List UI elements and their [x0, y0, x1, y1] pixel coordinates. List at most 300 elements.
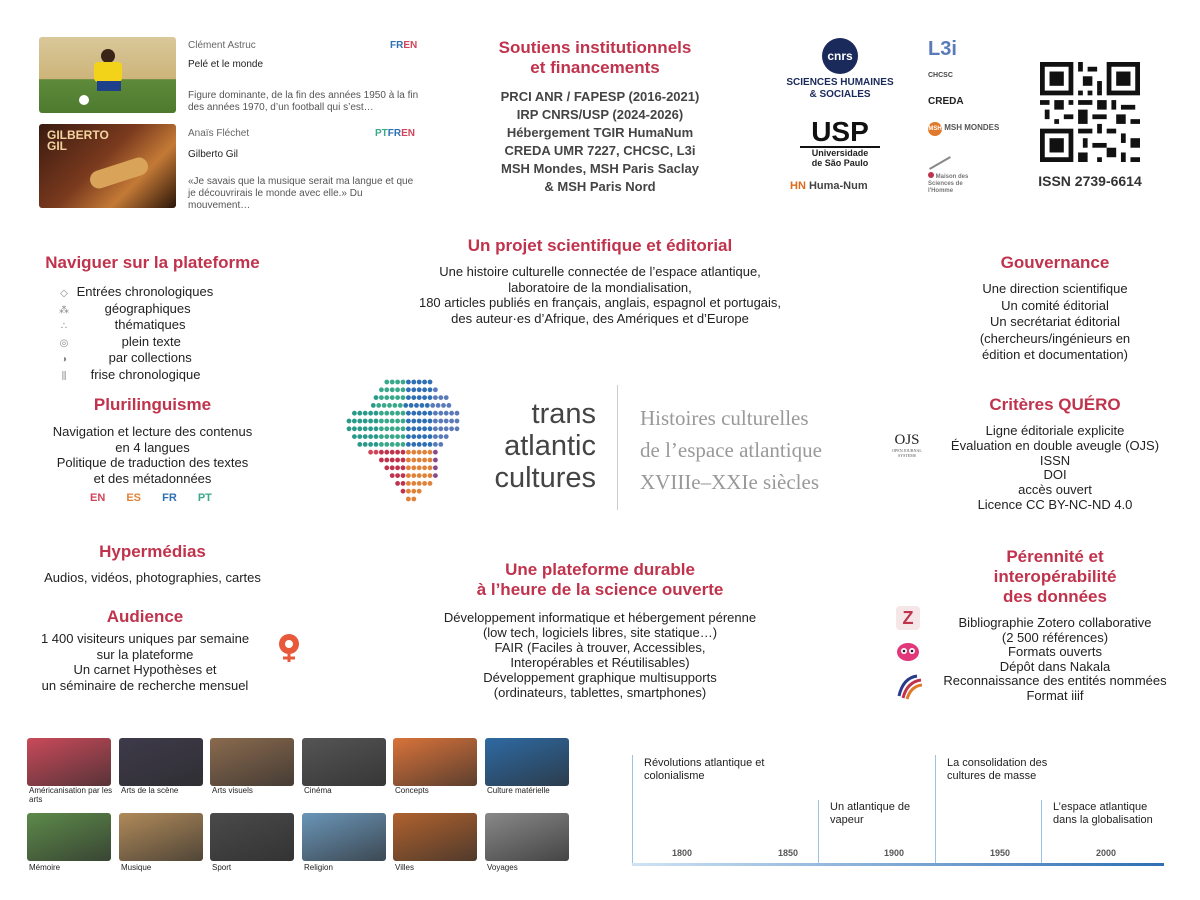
- brand-sub-line: de l’espace atlantique: [640, 438, 822, 462]
- map-dot: [441, 403, 446, 408]
- usp-sub: de São Paulo: [811, 158, 869, 168]
- perennite-line: Bibliographie Zotero collaborative: [958, 615, 1152, 630]
- map-dot: [401, 489, 406, 494]
- map-dot: [406, 387, 411, 392]
- lang-fr[interactable]: FR: [162, 492, 177, 504]
- qr-code[interactable]: [1040, 62, 1140, 162]
- brand-line: trans: [531, 398, 596, 430]
- map-dot: [401, 458, 406, 463]
- map-dot: [433, 458, 438, 463]
- naviguer-item-label: Entrées chronologiques: [76, 284, 214, 299]
- map-dot: [363, 434, 368, 439]
- map-dot: [352, 426, 357, 431]
- soutiens-list: [460, 88, 740, 196]
- map-dot: [401, 419, 406, 424]
- naviguer-item-label: frise chronologique: [90, 366, 201, 382]
- collection-icon: ◑: [60, 354, 68, 365]
- brand-wordmark: [478, 398, 596, 494]
- map-dot: [357, 411, 362, 416]
- map-dot: [382, 403, 387, 408]
- audience-text: [20, 631, 270, 693]
- category-thumbnail[interactable]: [27, 813, 111, 861]
- map-dot: [379, 395, 384, 400]
- timeline-divider: [935, 755, 936, 865]
- map-dot: [422, 450, 427, 455]
- map-dot: [411, 497, 416, 502]
- category-label[interactable]: Américanisation par les arts: [29, 786, 113, 804]
- audience-line: 1 400 visiteurs uniques par semaine: [40, 631, 250, 646]
- map-dot: [384, 380, 389, 385]
- category-thumbnail[interactable]: [302, 738, 386, 786]
- naviguer-item-label: plein texte: [121, 333, 181, 349]
- map-dot: [428, 458, 433, 463]
- timeline-axis: [632, 863, 1164, 866]
- map-dot: [406, 489, 411, 494]
- projet-line: 180 articles publiés en français, anglais, espagnol et portugais,: [418, 295, 782, 310]
- ojs-logo[interactable]: [890, 433, 924, 458]
- naviguer-item[interactable]: [55, 285, 255, 302]
- map-dot: [347, 419, 352, 424]
- map-dot: [384, 458, 389, 463]
- cnrs-logo[interactable]: [775, 38, 905, 101]
- perennite-line: Formats ouverts: [1008, 644, 1102, 660]
- map-dot: [395, 450, 400, 455]
- map-dot: [417, 419, 422, 424]
- map-dot: [417, 458, 422, 463]
- map-dot: [398, 403, 403, 408]
- map-dot: [444, 419, 449, 424]
- map-dot: [438, 419, 443, 424]
- l3i-logo[interactable]: L3i: [928, 38, 957, 60]
- category-thumbnail[interactable]: [119, 738, 203, 786]
- map-dot: [422, 419, 427, 424]
- naviguer-title: Naviguer sur la plateforme: [45, 253, 260, 272]
- category-label[interactable]: Cinéma: [304, 786, 332, 795]
- perennite-line: Dépôt dans Nakala: [999, 658, 1111, 674]
- soutiens-line: MSH Mondes, MSH Paris Saclay: [501, 161, 699, 176]
- category-label[interactable]: Voyages: [487, 863, 518, 872]
- map-dot: [374, 426, 379, 431]
- map-dot: [368, 434, 373, 439]
- map-dot: [390, 426, 395, 431]
- map-dot: [357, 419, 362, 424]
- soutiens-line: PRCI ANR / FAPESP (2016-2021): [500, 89, 700, 104]
- usp-sub: Universidade: [811, 148, 869, 158]
- map-dot: [411, 442, 416, 447]
- ojs-mark: OJS: [894, 432, 920, 448]
- map-dot: [390, 473, 395, 478]
- perennite-title: [950, 547, 1160, 607]
- plateforme-line: (ordinateurs, tablettes, smartphones): [493, 685, 707, 700]
- gouvernance-line: (chercheurs/ingénieurs en: [979, 330, 1131, 346]
- card-1-author: Clément Astruc: [188, 40, 256, 51]
- map-dot: [363, 426, 368, 431]
- map-dot: [379, 434, 384, 439]
- map-dot: [401, 411, 406, 416]
- naviguer-list: [55, 285, 255, 384]
- map-dot: [387, 403, 392, 408]
- quero-line: ISSN: [1039, 452, 1071, 468]
- card-2-thumbnail[interactable]: GILBERTO GIL: [39, 124, 176, 208]
- map-dot: [390, 442, 395, 447]
- timeline-tick: 1950: [990, 848, 1011, 858]
- soutiens-line: CREDA UMR 7227, CHCSC, L3i: [504, 143, 696, 158]
- map-dot: [379, 411, 384, 416]
- category-label[interactable]: Arts visuels: [212, 786, 253, 795]
- named-entities-icon-graphic: [895, 672, 923, 700]
- quero-line: Licence CC BY-NC-ND 4.0: [977, 496, 1133, 512]
- map-icon: ⁂: [59, 304, 69, 316]
- map-dot: [428, 426, 433, 431]
- map-dot: [433, 387, 438, 392]
- plateforme-title-line: Une plateforme durable: [505, 560, 695, 579]
- map-dot: [411, 411, 416, 416]
- category-label[interactable]: Mémoire: [29, 863, 61, 872]
- humanum-logo[interactable]: HN Huma-Num: [790, 180, 868, 192]
- map-dot: [401, 426, 406, 431]
- map-dot: [428, 442, 433, 447]
- projet-line: des auteur·es d’Afrique, des Amériques et d’Europe: [451, 310, 749, 326]
- timeline-tick: 1850: [778, 848, 799, 858]
- plurilinguisme-line: Politique de traduction des textes: [56, 455, 249, 470]
- category-thumbnail[interactable]: [393, 738, 477, 786]
- naviguer-item-label: thématiques: [114, 317, 186, 332]
- cnrs-sub: SCIENCES HUMAINES: [786, 77, 894, 88]
- map-dot: [449, 426, 454, 431]
- map-dot: [428, 481, 433, 486]
- gouvernance-line: Un secrétariat éditorial: [989, 314, 1121, 329]
- category-label[interactable]: Sport: [212, 863, 232, 872]
- msh-paris-saclay-logo[interactable]: [928, 172, 988, 195]
- map-dot: [447, 403, 452, 408]
- map-dot: [438, 434, 443, 439]
- map-dot: [438, 426, 443, 431]
- category-label[interactable]: Arts de la scène: [121, 786, 179, 795]
- map-dot: [357, 434, 362, 439]
- map-dot: [403, 403, 408, 408]
- plateforme-title-line: à l’heure de la science ouverte: [476, 580, 724, 599]
- brand-line: cultures: [494, 462, 596, 494]
- map-dot: [422, 465, 427, 470]
- plateforme-line: FAIR (Faciles à trouver, Accessibles,: [494, 640, 706, 655]
- transatlantic-map-logo: [345, 378, 470, 513]
- category-thumbnail[interactable]: [485, 813, 569, 861]
- map-dot: [428, 450, 433, 455]
- map-dot: [417, 380, 422, 385]
- perennite-line: (2 500 références): [1001, 629, 1109, 645]
- audience-line: sur la plateforme: [96, 646, 194, 662]
- map-dot: [384, 395, 389, 400]
- map-dot: [428, 419, 433, 424]
- lang-en[interactable]: EN: [90, 492, 106, 504]
- brand-line: atlantic: [504, 430, 596, 462]
- hypermedias-text: Audios, vidéos, photographies, cartes: [44, 570, 261, 585]
- timeline-period[interactable]: L’espace atlantique dans la globalisation: [1053, 801, 1153, 826]
- map-dot: [379, 387, 384, 392]
- map-dot: [352, 419, 357, 424]
- card-2-langs: PTFREN: [375, 128, 416, 139]
- map-dot: [363, 411, 368, 416]
- nakala-icon-graphic: [895, 640, 921, 662]
- map-dot: [390, 450, 395, 455]
- map-dot: [395, 426, 400, 431]
- map-dot: [352, 434, 357, 439]
- map-dot: [347, 426, 352, 431]
- chcsc-logo[interactable]: CHCSC: [928, 72, 953, 79]
- map-dot: [395, 465, 400, 470]
- map-dot: [433, 434, 438, 439]
- map-dot: [379, 426, 384, 431]
- language-badges: [90, 492, 212, 504]
- msh-paris-nord-logo[interactable]: [928, 148, 974, 164]
- map-dot: [406, 442, 411, 447]
- lang-es[interactable]: ES: [126, 492, 142, 504]
- category-label[interactable]: Villes: [395, 863, 414, 872]
- map-dot: [395, 442, 400, 447]
- gouvernance-line: Une direction scientifique: [982, 281, 1128, 296]
- naviguer-item[interactable]: [55, 302, 255, 319]
- soutiens-title: [470, 38, 720, 78]
- map-dot: [422, 380, 427, 385]
- map-dot: [395, 395, 400, 400]
- gouvernance-line: édition et documentation): [982, 347, 1128, 362]
- map-dot: [363, 442, 368, 447]
- map-dot: [384, 387, 389, 392]
- map-dot: [411, 426, 416, 431]
- map-dot: [406, 395, 411, 400]
- map-dot: [417, 411, 422, 416]
- nakala-icon[interactable]: [895, 640, 921, 662]
- hypotheses-icon-graphic: [275, 632, 303, 664]
- map-dot: [433, 442, 438, 447]
- map-dot: [428, 395, 433, 400]
- plateforme-title: [420, 560, 780, 600]
- category-thumbnail[interactable]: [302, 813, 386, 861]
- naviguer-item[interactable]: [55, 368, 255, 385]
- brand-sub-line: XVIIIe–XXIe siècles: [640, 470, 820, 494]
- map-dot: [357, 442, 362, 447]
- map-dot: [395, 473, 400, 478]
- category-thumbnail[interactable]: [27, 738, 111, 786]
- perennite-line: Reconnaissance des entités nommées: [943, 673, 1167, 689]
- card-1-thumbnail[interactable]: [39, 37, 176, 113]
- msh-mark: MSH: [928, 122, 942, 136]
- card-1-excerpt: Figure dominante, de la fin des années 1950 à la fin des années 1970, d’un football qui s’est…: [188, 90, 419, 113]
- category-thumbnail[interactable]: [210, 738, 294, 786]
- mshps-text: Maison des Sciences de l'Homme: [928, 174, 969, 194]
- map-dot: [395, 380, 400, 385]
- card-1-title[interactable]: Pelé et le monde: [188, 59, 264, 70]
- map-dot: [425, 403, 430, 408]
- map-dot: [390, 419, 395, 424]
- map-dot: [371, 403, 376, 408]
- map-dot: [401, 481, 406, 486]
- map-dot: [422, 387, 427, 392]
- plurilinguisme-line: et des métadonnées: [93, 470, 212, 486]
- map-dot: [411, 465, 416, 470]
- projet-text: [360, 264, 840, 326]
- perennite-line: Format iiif: [1026, 687, 1084, 703]
- brand-sub-line: Histoires culturelles: [640, 406, 809, 430]
- lang-pt[interactable]: PT: [197, 492, 212, 504]
- map-dot: [422, 442, 427, 447]
- map-dot: [406, 434, 411, 439]
- map-dot: [368, 442, 373, 447]
- issn-label: ISSN 2739-6614: [1038, 173, 1142, 189]
- map-dot: [406, 426, 411, 431]
- timeline: [632, 745, 1167, 870]
- category-label[interactable]: Concepts: [395, 786, 429, 795]
- map-dot: [455, 426, 460, 431]
- map-dot: [428, 380, 433, 385]
- map-dot: [395, 419, 400, 424]
- map-dot: [384, 411, 389, 416]
- plurilinguisme-line: Navigation et lecture des contenus: [52, 424, 253, 439]
- audience-line: un séminaire de recherche mensuel: [41, 677, 249, 693]
- quero-text: [935, 424, 1175, 513]
- timeline-divider: [818, 800, 819, 865]
- soutiens-title-line: et financements: [530, 58, 660, 77]
- audience-title: Audience: [106, 607, 184, 626]
- usp-logo[interactable]: [800, 118, 880, 168]
- map-dot: [422, 426, 427, 431]
- naviguer-item-label: par collections: [108, 350, 192, 365]
- map-dot: [414, 403, 419, 408]
- map-dot: [444, 411, 449, 416]
- quero-line: Évaluation en double aveugle (OJS): [950, 437, 1160, 453]
- map-dot: [379, 458, 384, 463]
- qr-code-graphic: [1040, 62, 1140, 162]
- map-dot: [428, 411, 433, 416]
- category-thumbnail[interactable]: [485, 738, 569, 786]
- soutiens-line: IRP CNRS/USP (2024-2026): [516, 107, 684, 122]
- map-dot: [417, 387, 422, 392]
- map-dot: [422, 434, 427, 439]
- projet-title: Un projet scientifique et éditorial: [467, 236, 733, 255]
- plurilinguisme-line: en 4 langues: [115, 439, 190, 455]
- map-dot: [433, 465, 438, 470]
- map-dot: [368, 426, 373, 431]
- plateforme-line: Développement informatique et hébergement pérenne: [443, 610, 757, 625]
- map-dot: [417, 395, 422, 400]
- soutiens-title-line: Soutiens institutionnels: [498, 38, 692, 57]
- naviguer-item-label: géographiques: [104, 300, 191, 316]
- map-dot: [449, 411, 454, 416]
- map-dot: [390, 395, 395, 400]
- map-dot: [417, 481, 422, 486]
- map-dot: [428, 473, 433, 478]
- naviguer-item[interactable]: [55, 335, 255, 352]
- map-dot: [368, 411, 373, 416]
- map-dot: [395, 458, 400, 463]
- category-thumbnail[interactable]: [210, 813, 294, 861]
- map-dot: [390, 465, 395, 470]
- map-dot: [411, 419, 416, 424]
- zotero-icon[interactable]: Z: [896, 606, 920, 630]
- map-dot: [411, 450, 416, 455]
- map-dot: [406, 380, 411, 385]
- map-dot: [411, 473, 416, 478]
- timeline-divider: [1041, 800, 1042, 865]
- map-dot: [438, 395, 443, 400]
- map-dot: [430, 403, 435, 408]
- map-dot: [411, 481, 416, 486]
- perennite-title-line: Pérennité et: [1006, 547, 1104, 566]
- map-dot: [433, 450, 438, 455]
- hypermedias-title: Hypermédias: [99, 542, 206, 561]
- map-dot: [384, 465, 389, 470]
- map-dot: [449, 419, 454, 424]
- timeline-period[interactable]: Révolutions atlantique et colonialisme: [644, 757, 765, 782]
- map-dot: [411, 395, 416, 400]
- map-dot: [401, 387, 406, 392]
- map-dot: [417, 442, 422, 447]
- audience-line: Un carnet Hypothèses et: [73, 662, 217, 677]
- dot-map-graphic: [345, 378, 470, 513]
- perennite-text: [930, 616, 1180, 704]
- map-dot: [352, 411, 357, 416]
- naviguer-item[interactable]: [55, 351, 255, 368]
- map-dot: [401, 380, 406, 385]
- category-label[interactable]: Musique: [121, 863, 152, 872]
- quero-line: DOI: [1043, 467, 1067, 483]
- map-dot: [401, 465, 406, 470]
- timeline-tick: 1900: [884, 848, 905, 858]
- map-dot: [401, 473, 406, 478]
- gouvernance-line: Un comité éditorial: [1001, 297, 1109, 313]
- map-dot: [357, 426, 362, 431]
- map-dot: [422, 411, 427, 416]
- soutiens-line: & MSH Paris Nord: [544, 179, 656, 194]
- plurilinguisme-title: Plurilinguisme: [93, 395, 212, 414]
- plateforme-line: Interopérables et Réutilisables): [510, 655, 690, 670]
- timeline-period[interactable]: Un atlantique de vapeur: [830, 801, 911, 826]
- timeline-period[interactable]: La consolidation des cultures de masse: [947, 757, 1048, 782]
- map-dot: [417, 465, 422, 470]
- map-dot: [395, 434, 400, 439]
- map-dot: [433, 473, 438, 478]
- map-dot: [438, 442, 443, 447]
- card-2-author: Anaïs Fléchet: [188, 128, 250, 139]
- timeline-icon: ⫼: [61, 370, 67, 382]
- map-dot: [420, 403, 425, 408]
- category-label[interactable]: Religion: [304, 863, 333, 872]
- quero-line: accès ouvert: [1018, 482, 1092, 498]
- naviguer-item[interactable]: [55, 318, 255, 335]
- map-dot: [374, 442, 379, 447]
- msh-text: MSH MONDES: [944, 123, 1000, 132]
- usp-mark: USP: [800, 118, 880, 148]
- category-thumbnail[interactable]: [119, 813, 203, 861]
- plateforme-line: Développement graphique multisupports: [483, 670, 717, 685]
- card-2-title[interactable]: Gilberto Gil: [188, 149, 239, 160]
- msh-mondes-logo[interactable]: [928, 122, 999, 136]
- map-dot: [428, 434, 433, 439]
- map-dot: [374, 395, 379, 400]
- map-dot: [390, 387, 395, 392]
- creda-logo[interactable]: CREDA: [928, 96, 964, 107]
- map-dot: [406, 497, 411, 502]
- plateforme-line: (low tech, logiciels libres, site statique…): [482, 625, 718, 640]
- humanum-text: Huma-Num: [808, 180, 868, 192]
- named-entities-icon[interactable]: [895, 672, 923, 700]
- map-dot: [417, 450, 422, 455]
- map-dot: [411, 380, 416, 385]
- category-label[interactable]: Culture matérielle: [487, 786, 550, 795]
- hypotheses-icon[interactable]: [275, 632, 303, 664]
- category-thumbnail[interactable]: [393, 813, 477, 861]
- timeline-tick: 2000: [1096, 848, 1117, 858]
